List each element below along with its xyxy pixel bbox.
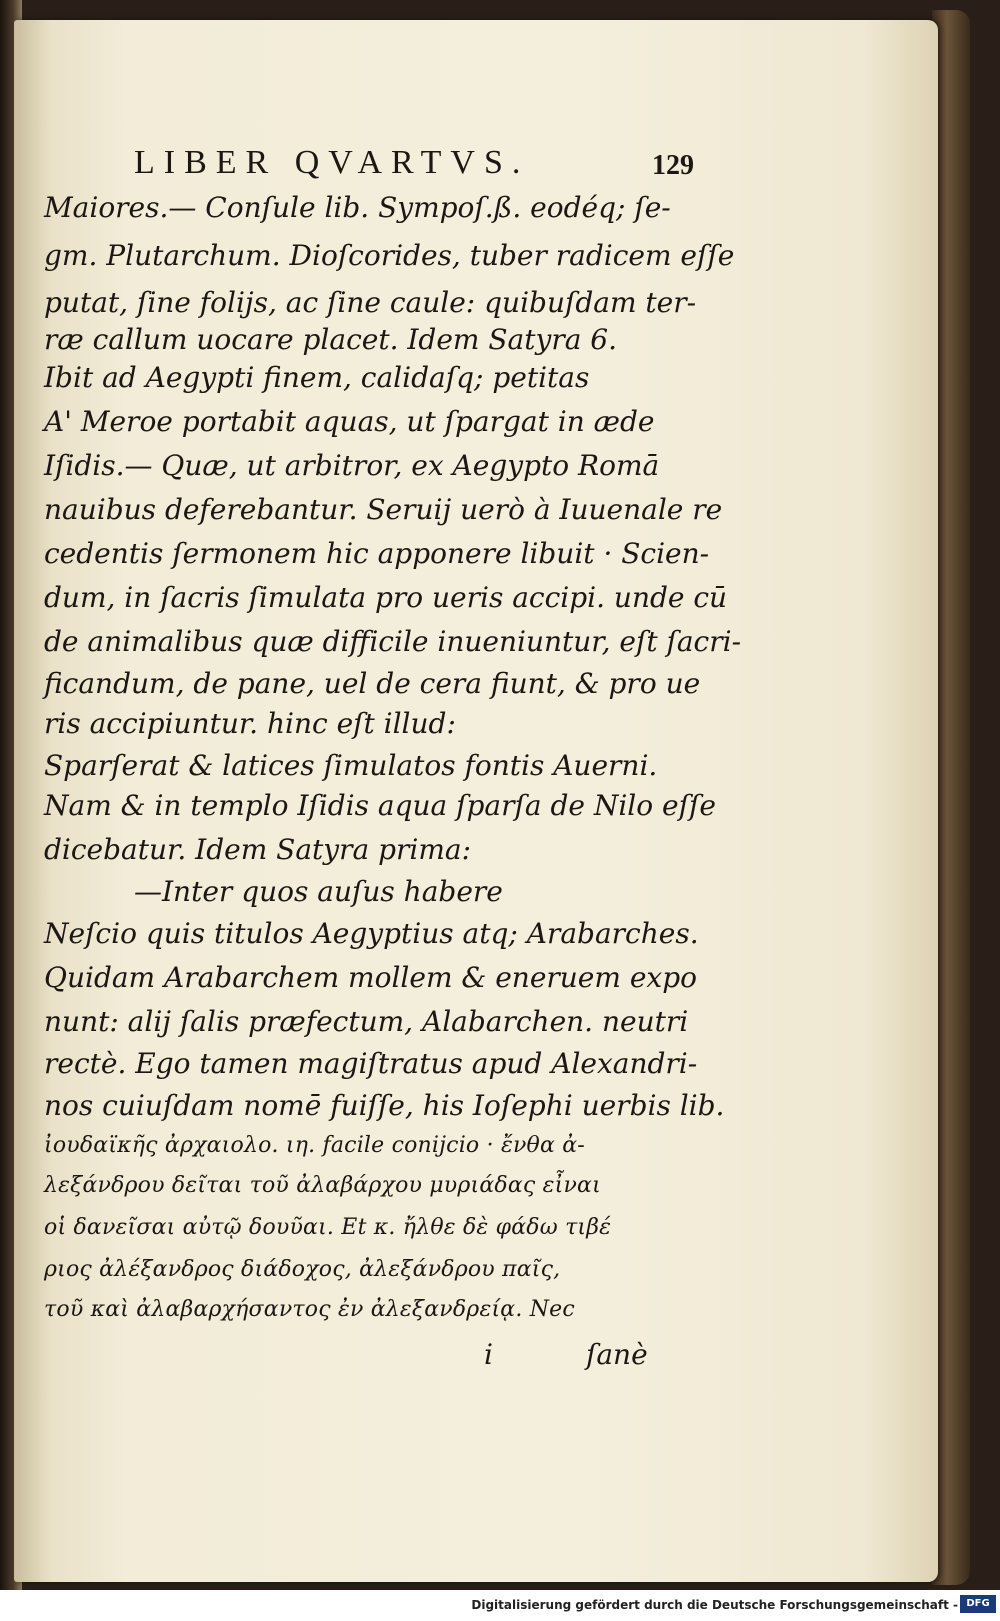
- text-line: nos cuiuſdam nomē fuiſſe, his Ioſephi uerbis lib.: [44, 1089, 725, 1122]
- text-line: ficandum, de pane, uel de cera fiunt, & pro ue: [44, 667, 701, 700]
- text-line: nauibus deferebantur. Seruij uerò à Iuuenale re: [44, 493, 723, 526]
- text-line-greek: οἱ δανεῖσαι αὐτῷ δουῦαι. Et κ. ἤλθε δὲ φάδω τιβέ: [44, 1215, 612, 1240]
- text-line: Quidam Arabarchem mollem & eneruem expo: [44, 961, 697, 994]
- text-line: Maiores.— Conſule lib. Sympoſ.ß. eodéq; ſe-: [44, 191, 671, 224]
- text-line: ris accipiuntur. hinc eſt illud:: [44, 707, 456, 740]
- text-line: A' Meroe portabit aquas, ut ſpargat in æde: [44, 405, 655, 438]
- text-line-greek: λεξάνδρου δεῖται τοῦ ἀλαβάρχου μυριάδας εἶναι: [44, 1173, 601, 1198]
- text-line: cedentis ſermonem hic apponere libuit · Scien-: [44, 537, 710, 570]
- text-line: putat, ſine folijs, ac ſine caule: quibuſdam ter-: [44, 286, 697, 319]
- text-line: Ibit ad Aegypti finem, calidaſq; petitas: [44, 361, 590, 394]
- text-line: Iſidis.— Quæ, ut arbitror, ex Aegypto Romā: [44, 449, 660, 482]
- text-line: dicebatur. Idem Satyra prima:: [44, 833, 472, 866]
- text-line: ræ callum uocare placet. Idem Satyra 6.: [44, 323, 618, 356]
- text-line: de animalibus quæ difficile inueniuntur, eſt ſacri-: [44, 625, 742, 658]
- text-line: gm. Plutarchum. Dioſcorides, tuber radicem eſſe: [44, 239, 735, 272]
- footer-credit: Digitalisierung gefördert durch die Deutsche Forschungsgemeinschaft -: [471, 1598, 958, 1612]
- text-line: dum, in ſacris ſimulata pro ueris accipi. unde cū: [44, 581, 728, 614]
- catchword: ſanè: [586, 1338, 648, 1371]
- text-line: Sparſerat & latices ſimulatos fontis Auerni.: [44, 749, 658, 782]
- text-line: Nam & in templo Iſidis aqua ſparſa de Nilo eſſe: [44, 789, 716, 822]
- running-title: LIBER QVARTVS.: [134, 144, 530, 181]
- footer-bar: [0, 1590, 1000, 1621]
- text-line: nunt: alij ſalis præfectum, Alabarchen. neutri: [44, 1005, 689, 1038]
- book-page: [14, 20, 938, 1582]
- text-line-greek: ριος ἀλέξανδρος διάδοχος, ἀλεξάνδρου παῖς,: [44, 1257, 561, 1282]
- text-line: rectè. Ego tamen magiſtratus apud Alexandri-: [44, 1047, 698, 1080]
- text-line-greek: ἰουδαϊκῆς ἀρχαιολο. ιη. facile conijcio · ἔνθα ἀ-: [44, 1133, 585, 1158]
- dfg-logo: DFG: [960, 1595, 996, 1613]
- text-line: Neſcio quis titulos Aegyptius atq; Arabarches.: [44, 917, 699, 950]
- signature-mark: i: [484, 1338, 493, 1371]
- text-line-greek: τοῦ καὶ ἀλαβαρχήσαντος ἐν ἀλεξανδρείᾳ. Nec: [44, 1297, 575, 1322]
- page-number: 129: [652, 150, 694, 181]
- signature-line: [484, 1338, 684, 1378]
- text-line: —Inter quos auſus habere: [134, 875, 503, 908]
- running-head: [134, 144, 694, 192]
